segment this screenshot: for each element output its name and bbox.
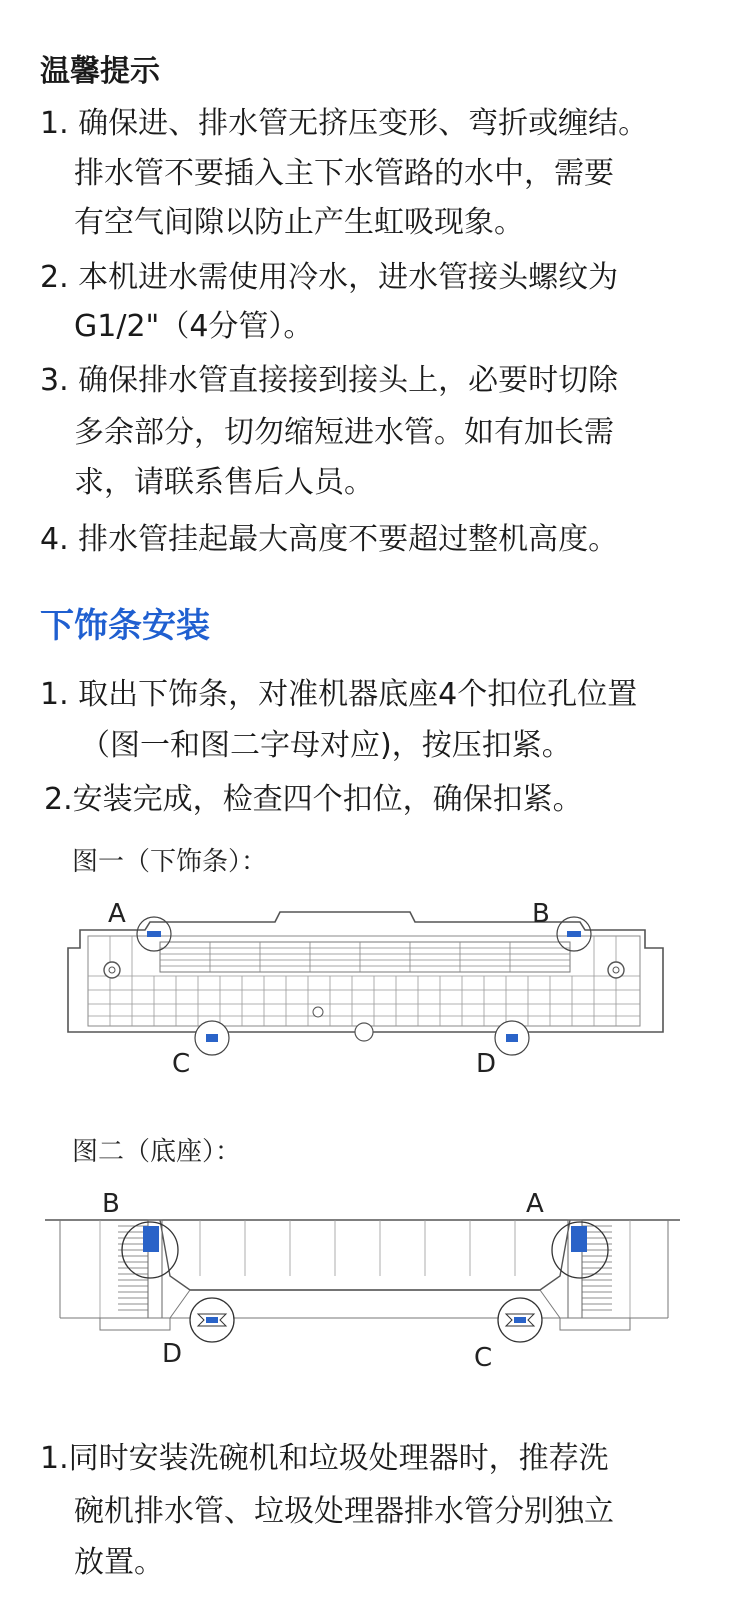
tips-line: 多余部分，切勿缩短进水管。如有加长需 bbox=[74, 415, 614, 450]
base-ribs bbox=[100, 1220, 630, 1318]
label-a: A bbox=[108, 899, 126, 929]
install-heading: 下饰条安装 bbox=[40, 606, 210, 646]
tips-line: 3. 确保排水管直接接到接头上，必要时切除 bbox=[40, 363, 619, 398]
tips-line: 有空气间隙以防止产生虹吸现象。 bbox=[74, 205, 524, 240]
figure2-base bbox=[40, 1178, 690, 1378]
label-b: B bbox=[532, 899, 550, 929]
screw-hole-right bbox=[608, 962, 624, 978]
tips-heading: 温馨提示 bbox=[40, 54, 160, 89]
figure1-caption: 图一（下饰条）： bbox=[72, 847, 268, 877]
grid-lines bbox=[88, 936, 640, 1026]
strip-inner-frame bbox=[88, 936, 640, 1026]
louver-band bbox=[160, 942, 570, 972]
base-label-d: D bbox=[162, 1339, 183, 1369]
base-label-c: C bbox=[474, 1343, 493, 1373]
base-clip-d-marker bbox=[190, 1298, 234, 1342]
label-c: C bbox=[172, 1049, 191, 1079]
note-line: 放置。 bbox=[74, 1545, 164, 1580]
install-line: 2.安装完成，检查四个扣位，确保扣紧。 bbox=[44, 782, 583, 817]
tips-line: G1/2"（4分管）。 bbox=[74, 309, 314, 344]
note-line: 1.同时安装洗碗机和垃圾处理器时，推荐洗 bbox=[40, 1441, 609, 1476]
figure2-drawing bbox=[40, 1178, 690, 1378]
base-label-a: A bbox=[526, 1189, 544, 1219]
louver-lines bbox=[160, 942, 570, 972]
base-clip-c-marker bbox=[498, 1298, 542, 1342]
tips-line: 1. 确保进、排水管无挤压变形、弯折或缠结。 bbox=[40, 106, 649, 141]
figure1-drawing bbox=[40, 890, 690, 1090]
tips-line: 排水管不要插入主下水管路的水中，需要 bbox=[74, 156, 614, 191]
center-tab bbox=[355, 1023, 373, 1041]
label-d: D bbox=[476, 1049, 497, 1079]
figure1-trim-strip bbox=[40, 890, 690, 1090]
clip-d-marker bbox=[495, 1021, 529, 1055]
install-line: 1. 取出下饰条，对准机器底座4个扣位孔位置 bbox=[40, 677, 638, 712]
base-label-b: B bbox=[102, 1189, 120, 1219]
tips-line: 2. 本机进水需使用冷水，进水管接头螺纹为 bbox=[40, 260, 619, 295]
center-hole bbox=[313, 1007, 323, 1017]
figure2-caption: 图二（底座）： bbox=[72, 1137, 242, 1167]
clip-c-marker bbox=[195, 1021, 229, 1055]
screw-hole-left bbox=[104, 962, 120, 978]
base-trough bbox=[160, 1220, 570, 1290]
note-line: 碗机排水管、垃圾处理器排水管分别独立 bbox=[74, 1494, 614, 1529]
install-line: （图一和图二字母对应)，按压扣紧。 bbox=[80, 728, 572, 763]
tips-line: 求，请联系售后人员。 bbox=[74, 465, 374, 500]
tips-line: 4. 排水管挂起最大高度不要超过整机高度。 bbox=[40, 522, 619, 557]
